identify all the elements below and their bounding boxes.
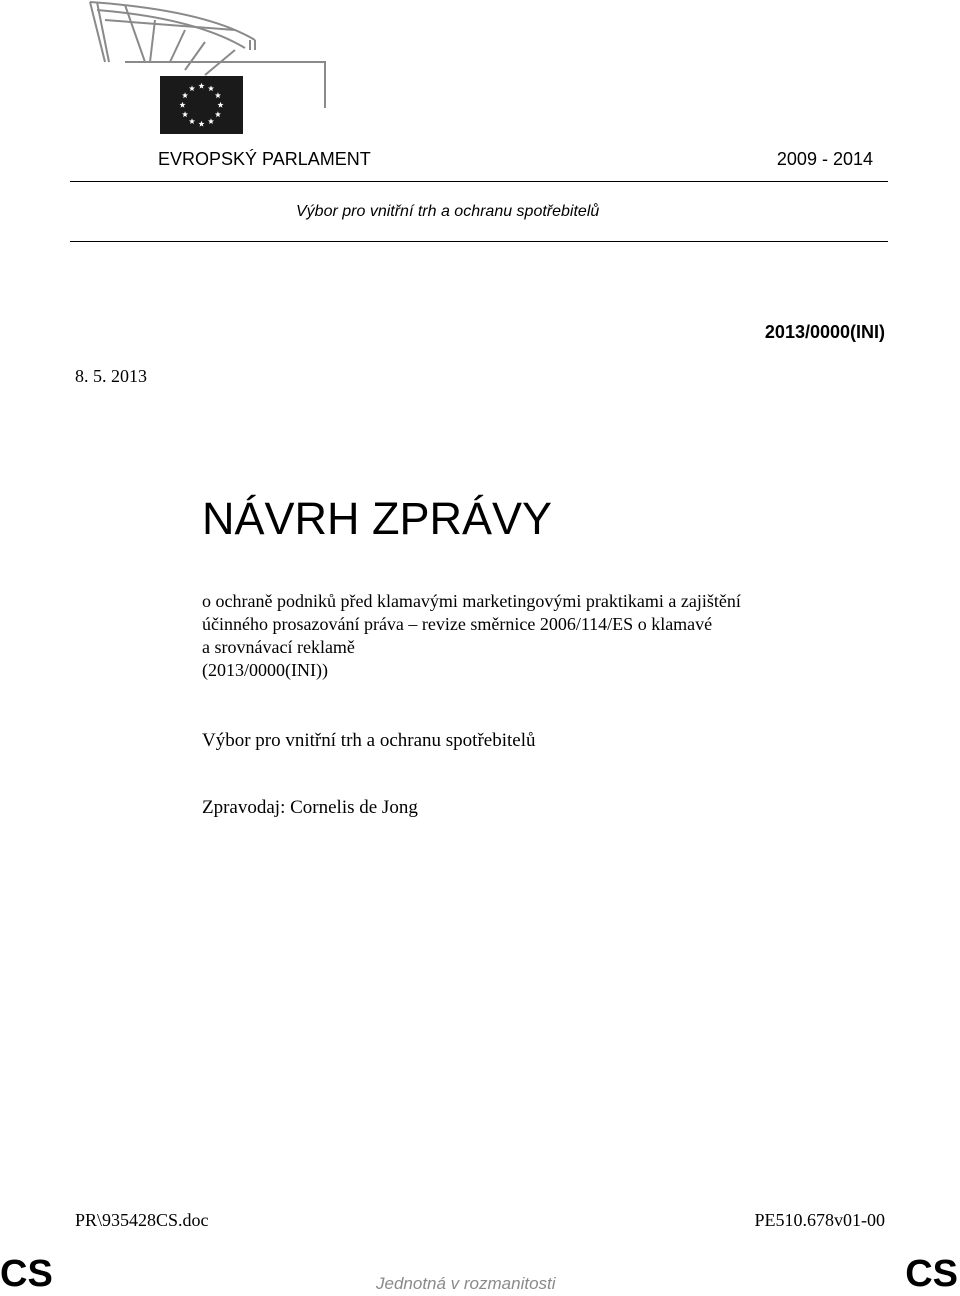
committee-name: Výbor pro vnitřní trh a ochranu spotřebitelů	[202, 730, 536, 751]
rapporteur: Zpravodaj: Cornelis de Jong	[202, 797, 418, 818]
committee-header: Výbor pro vnitřní trh a ochranu spotřebitelů	[296, 203, 600, 220]
document-date: 8. 5. 2013	[75, 366, 147, 386]
institution-name: EVROPSKÝ PARLAMENT	[158, 149, 371, 169]
document-subject	[202, 590, 741, 682]
document-heading: NÁVRH ZPRÁVY	[202, 493, 553, 544]
header-rule-top	[70, 181, 888, 182]
eu-flag-icon	[160, 76, 243, 134]
subject-line: (2013/0000(INI))	[202, 660, 328, 680]
subject-line: a srovnávací reklamě	[202, 637, 355, 657]
pe-reference: PE510.678v01-00	[754, 1210, 885, 1230]
subject-line: o ochraně podniků před klamavými marketingovými praktikami a zajištění	[202, 591, 741, 611]
language-code-left: CS	[0, 1253, 53, 1295]
parliamentary-term: 2009 - 2014	[776, 149, 873, 169]
subject-line: účinného prosazování práva – revize směrnice 2006/114/ES o klamavé	[202, 614, 713, 634]
european-parliament-logo	[85, 0, 345, 140]
procedure-reference: 2013/0000(INI)	[764, 322, 885, 342]
language-code-right: CS	[905, 1253, 958, 1295]
header-rule-bottom	[70, 241, 888, 242]
file-reference: PR\935428CS.doc	[75, 1210, 209, 1230]
eu-motto: Jednotná v rozmanitosti	[376, 1274, 556, 1293]
